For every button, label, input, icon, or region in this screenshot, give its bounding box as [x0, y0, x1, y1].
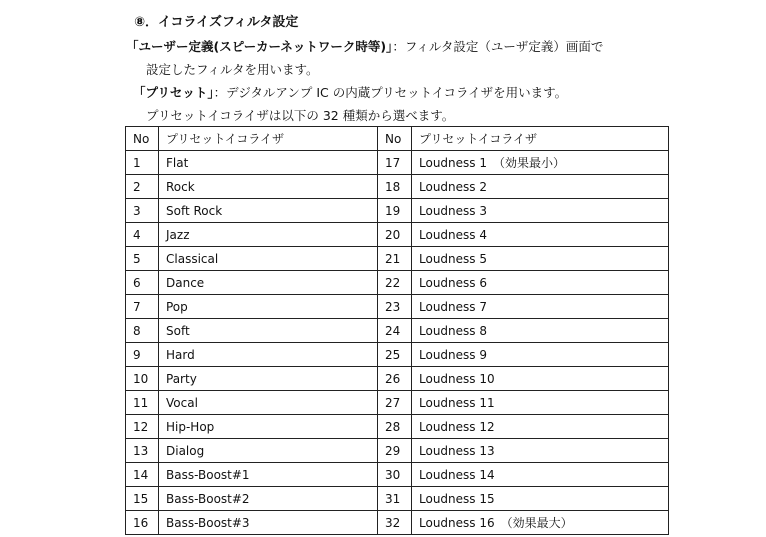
cell-no-left: 9 — [126, 343, 159, 367]
cell-no-right: 20 — [378, 223, 412, 247]
cell-no-left: 8 — [126, 319, 159, 343]
cell-no-left: 2 — [126, 175, 159, 199]
cell-no-right: 27 — [378, 391, 412, 415]
cell-preset-left: Pop — [159, 295, 378, 319]
preset-count-note: プリセットイコライザは以下の 32 種類から選べます。 — [146, 108, 455, 123]
cell-no-right: 18 — [378, 175, 412, 199]
cell-preset-left: Flat — [159, 151, 378, 175]
cell-preset-left: Bass-Boost#2 — [159, 487, 378, 511]
table-row — [126, 247, 669, 271]
cell-no-right: 32 — [378, 511, 412, 535]
cell-preset-left: Jazz — [159, 223, 378, 247]
cell-preset-left: Rock — [159, 175, 378, 199]
cell-preset-left: Party — [159, 367, 378, 391]
cell-no-right: 24 — [378, 319, 412, 343]
cell-no-left: 1 — [126, 151, 159, 175]
cell-preset-right: Loudness 10 — [412, 367, 669, 391]
table-row — [126, 271, 669, 295]
cell-preset-left: Bass-Boost#3 — [159, 511, 378, 535]
cell-no-right: 17 — [378, 151, 412, 175]
table-row — [126, 295, 669, 319]
cell-preset-left: Classical — [159, 247, 378, 271]
cell-preset-right: Loudness 5 — [412, 247, 669, 271]
cell-no-right: 28 — [378, 415, 412, 439]
cell-no-left: 13 — [126, 439, 159, 463]
preset-equalizer-table — [125, 126, 669, 535]
table-row — [126, 391, 669, 415]
header-preset-right: プリセットイコライザ — [412, 127, 669, 151]
cell-no-right: 29 — [378, 439, 412, 463]
cell-preset-right: Loudness 12 — [412, 415, 669, 439]
cell-preset-right: Loudness 4 — [412, 223, 669, 247]
table-row — [126, 223, 669, 247]
table-row — [126, 175, 669, 199]
cell-no-right: 21 — [378, 247, 412, 271]
cell-no-right: 30 — [378, 463, 412, 487]
cell-no-left: 6 — [126, 271, 159, 295]
cell-preset-left: Soft Rock — [159, 199, 378, 223]
cell-preset-left: Vocal — [159, 391, 378, 415]
preset-text: ：デジタルアンプ IC の内蔵プリセットイコライザを用います。 — [213, 85, 568, 100]
user-defined-label: 「ユーザー定義(スピーカーネットワーク時等)」 — [126, 39, 393, 54]
cell-no-right: 26 — [378, 367, 412, 391]
table-row — [126, 439, 669, 463]
cell-preset-right: Loudness 6 — [412, 271, 669, 295]
cell-no-left: 3 — [126, 199, 159, 223]
cell-preset-left: Dance — [159, 271, 378, 295]
table-row — [126, 463, 669, 487]
cell-preset-left: Dialog — [159, 439, 378, 463]
cell-preset-right: Loudness 11 — [412, 391, 669, 415]
header-no-right: No — [378, 127, 412, 151]
table-row — [126, 511, 669, 535]
cell-preset-right: Loudness 8 — [412, 319, 669, 343]
cell-preset-right: Loudness 9 — [412, 343, 669, 367]
cell-no-left: 11 — [126, 391, 159, 415]
cell-preset-left: Soft — [159, 319, 378, 343]
table-row — [126, 151, 669, 175]
cell-preset-right: Loudness 2 — [412, 175, 669, 199]
cell-no-left: 5 — [126, 247, 159, 271]
cell-no-left: 15 — [126, 487, 159, 511]
cell-preset-right: Loudness 13 — [412, 439, 669, 463]
table-row — [126, 343, 669, 367]
cell-no-right: 19 — [378, 199, 412, 223]
header-no-left: No — [126, 127, 159, 151]
cell-no-right: 22 — [378, 271, 412, 295]
user-defined-text: ：フィルタ設定（ユーザ定義）画面で — [392, 39, 604, 54]
cell-no-left: 12 — [126, 415, 159, 439]
cell-preset-left: Bass-Boost#1 — [159, 463, 378, 487]
table-row — [126, 199, 669, 223]
table-row — [126, 415, 669, 439]
cell-preset-right: Loudness 16 （効果最大） — [412, 511, 669, 535]
cell-no-left: 14 — [126, 463, 159, 487]
cell-no-right: 23 — [378, 295, 412, 319]
cell-no-left: 4 — [126, 223, 159, 247]
cell-preset-left: Hard — [159, 343, 378, 367]
preset-label: 「プリセット」 — [133, 85, 214, 100]
cell-preset-left: Hip-Hop — [159, 415, 378, 439]
user-defined-description — [126, 37, 603, 55]
user-defined-description-cont: 設定したフィルタを用います。 — [146, 62, 319, 77]
cell-no-left: 16 — [126, 511, 159, 535]
table-row — [126, 487, 669, 511]
cell-preset-right: Loudness 7 — [412, 295, 669, 319]
cell-no-right: 25 — [378, 343, 412, 367]
table-row — [126, 319, 669, 343]
section-heading: ⑧．イコライズフィルタ設定 — [134, 15, 299, 30]
preset-description — [133, 83, 567, 101]
cell-preset-right: Loudness 1 （効果最小） — [412, 151, 669, 175]
header-preset-left: プリセットイコライザ — [159, 127, 378, 151]
table-row — [126, 367, 669, 391]
cell-no-right: 31 — [378, 487, 412, 511]
table-header-row — [126, 127, 669, 151]
cell-no-left: 10 — [126, 367, 159, 391]
cell-preset-right: Loudness 3 — [412, 199, 669, 223]
cell-preset-right: Loudness 15 — [412, 487, 669, 511]
cell-no-left: 7 — [126, 295, 159, 319]
cell-preset-right: Loudness 14 — [412, 463, 669, 487]
